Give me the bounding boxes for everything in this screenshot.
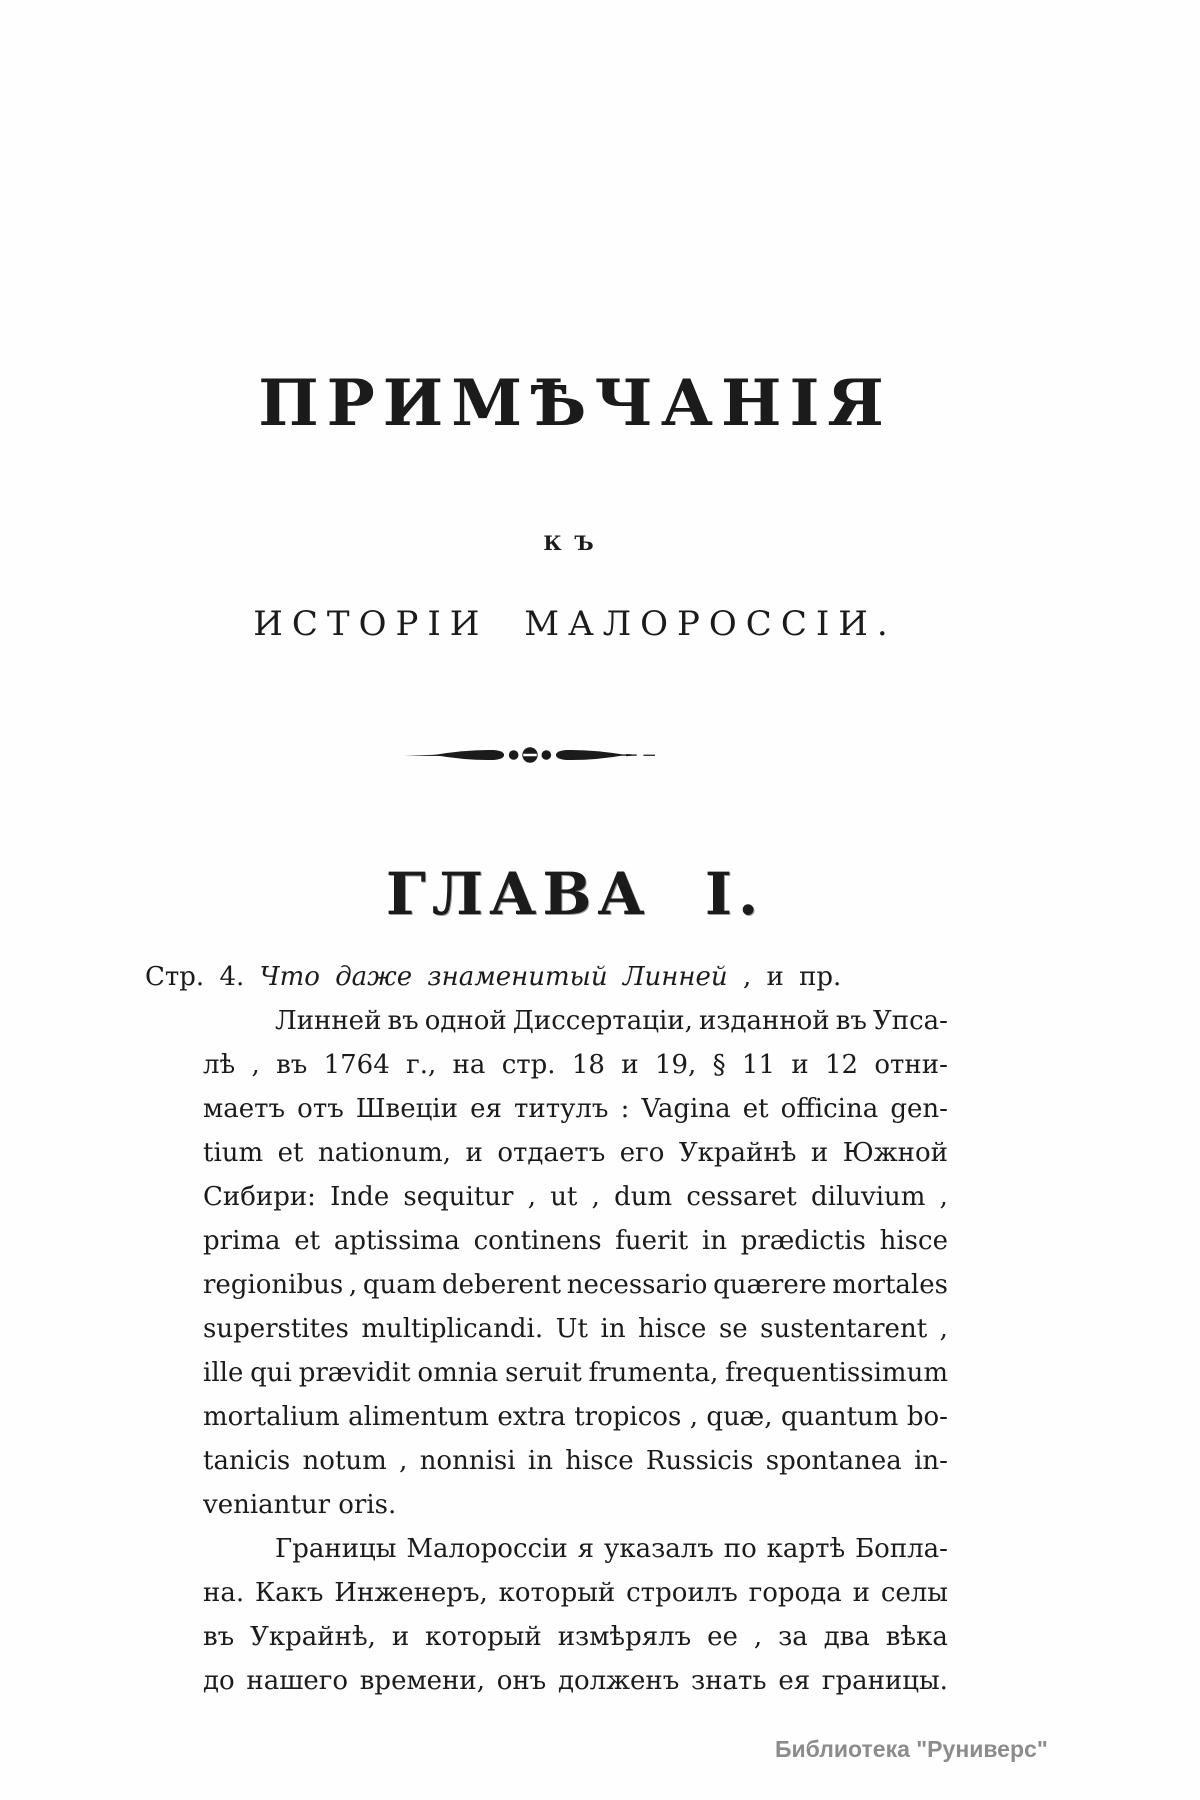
chapter-heading: ГЛАВА I.	[385, 860, 765, 928]
text-line: superstites multiplicandi. Ut in hisce se sustentarent ,	[203, 1314, 948, 1344]
text-line: prima et aptissima continens fuerit in prædictis hisce	[203, 1226, 948, 1256]
text-line: ille qui prævidit omnia seruit frumenta, frequentissimum	[203, 1358, 948, 1388]
text-line: лѣ , въ 1764 г., на стр. 18 и 19, § 11 и 12 отни-	[203, 1050, 948, 1080]
divider-ornament	[75, 746, 1075, 764]
text-line: Линней въ одной Диссертаціи, изданной въ Упса-	[275, 1006, 948, 1036]
text-line: regionibus , quam deberent necessario quærere mortales	[203, 1270, 948, 1300]
text-line: маетъ отъ Швеціи ея титулъ : Vagina et officina gen-	[203, 1094, 948, 1124]
text-line: tanicis notum , nonnisi in hisce Russicis spontanea in-	[203, 1446, 948, 1476]
text-line: mortalium alimentum extra tropicos , quæ, quantum bo-	[203, 1402, 948, 1432]
text-line: Границы Малороссіи я указалъ по картѣ Бопла-	[275, 1534, 948, 1564]
page-title: ПРИМѢЧАНІЯ	[258, 366, 892, 441]
text-line: на. Какъ Инженеръ, который строилъ города и селы	[203, 1578, 948, 1608]
text-line: въ Украйнѣ, и который измѣрялъ ее , за два вѣка	[203, 1622, 948, 1652]
page-subtitle: ИСТОРІИ МАЛОРОССІИ.	[253, 604, 897, 644]
text-line: Стр. 4. Что даже знаменитый Линней , и пр.	[145, 962, 842, 992]
spindle-divider-icon	[405, 746, 655, 764]
library-watermark: Библиотека "Руниверс"	[775, 1736, 1048, 1762]
text-line: Сибири: Inde sequitur , ut , dum cessaret diluvium ,	[203, 1182, 948, 1212]
body-text	[145, 955, 948, 1703]
text-line: veniantur oris.	[203, 1490, 397, 1520]
title-connector: КЪ	[543, 531, 607, 555]
text-line: tium et nationum, и отдаетъ его Украйнѣ и Южной	[203, 1138, 948, 1168]
text-line: до нашего времени, онъ долженъ знать ея границы.	[203, 1666, 948, 1696]
